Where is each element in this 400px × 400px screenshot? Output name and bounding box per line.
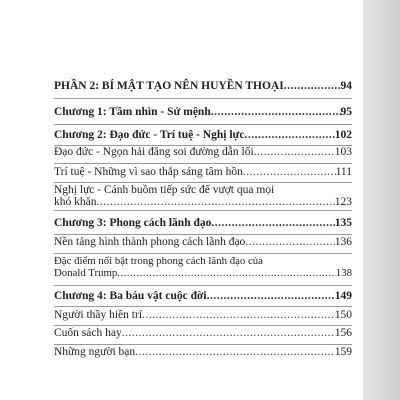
entry-title: Đạo đức - Ngọn hải đăng soi đường dẫn lối [54, 146, 254, 158]
leader-dots [254, 146, 335, 158]
divider [54, 163, 352, 164]
chapter-title: Chương 3: Phong cách lãnh đạo [54, 217, 212, 229]
toc-entry [54, 255, 352, 279]
entry-page-number: 123 [334, 196, 352, 208]
leader-dots [96, 196, 334, 208]
divider [54, 234, 352, 235]
entry-page-number: 156 [334, 327, 352, 339]
divider [54, 98, 352, 99]
leader-dots [211, 106, 341, 118]
divider [54, 344, 352, 345]
entry-title-line1: Nghị lực - Cánh buồm tiếp sức để vượt qua mọi [54, 184, 275, 196]
chapter-title: Chương 4: Ba báu vật cuộc đời [54, 290, 207, 302]
entry-page-number: 150 [334, 309, 352, 321]
part-page-number: 94 [340, 80, 352, 92]
leader-dots [243, 166, 336, 178]
entry-page-number: 111 [335, 166, 352, 178]
chapter-title: Chương 2: Đạo đức - Trí tuệ - Nghị lực [54, 129, 245, 141]
chapter-page-number: 102 [334, 129, 352, 141]
leader-dots [284, 80, 341, 92]
divider [54, 285, 352, 286]
leader-dots [117, 267, 336, 279]
entry-page-number: 136 [334, 236, 352, 248]
entry-title: Người thầy hiền trí [54, 309, 143, 321]
leader-dots [245, 236, 334, 248]
divider [54, 182, 352, 183]
leader-dots [245, 129, 335, 141]
toc-chapter-1 [54, 106, 352, 118]
part-title: PHẦN 2: BÍ MẬT TẠO NÊN HUYỀN THOẠI [54, 80, 284, 92]
leader-dots [135, 346, 335, 358]
toc-entry [54, 309, 352, 321]
entry-title: Trí tuệ - Những vì sao thắp sáng tâm hồn [54, 166, 243, 178]
entry-page-number: 138 [335, 267, 352, 279]
divider [54, 210, 352, 211]
entry-title-line2: Donald Trump [54, 267, 118, 279]
leader-dots [122, 327, 335, 339]
leader-dots [211, 217, 334, 229]
chapter-page-number: 95 [340, 106, 352, 118]
chapter-title: Chương 1: Tầm nhìn - Sứ mệnh [54, 106, 211, 118]
entry-title: Nền tảng hình thành phong cách lãnh đạo [54, 236, 246, 248]
toc-entry [54, 236, 352, 248]
toc-chapter-2 [54, 129, 352, 141]
toc-part-heading [54, 80, 352, 92]
entry-title: Những người bạn [54, 346, 136, 358]
chapter-page-number: 135 [334, 217, 352, 229]
divider [54, 253, 352, 254]
entry-title-line2: khó khăn [54, 196, 97, 208]
entry-title-line1: Đặc điểm nổi bật trong phong cách lãnh đạo của [54, 255, 263, 267]
divider [54, 325, 352, 326]
entry-title: Cuốn sách hay [54, 327, 122, 339]
divider [54, 124, 352, 125]
leader-dots [207, 290, 335, 302]
divider [54, 306, 352, 307]
leader-dots [142, 309, 335, 321]
entry-page-number: 159 [334, 346, 352, 358]
toc-entry [54, 166, 352, 178]
toc-chapter-3 [54, 217, 352, 229]
toc-entry [54, 346, 352, 358]
toc-entry [54, 146, 352, 158]
toc-entry [54, 184, 352, 208]
toc-entry [54, 327, 352, 339]
entry-page-number: 103 [334, 146, 352, 158]
chapter-page-number: 149 [334, 290, 352, 302]
toc-chapter-4 [54, 290, 352, 302]
